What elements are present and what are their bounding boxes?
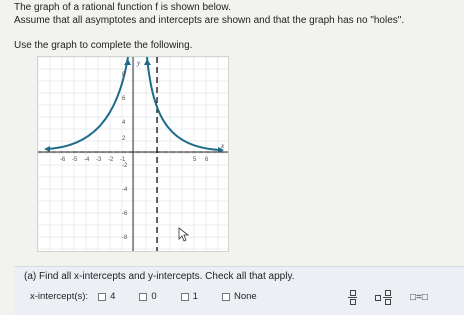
option-0[interactable]: 0 [139,291,156,302]
mixed-whole-icon [375,295,381,301]
problem-line-3: Use the graph to complete the following. [14,40,193,51]
left-arrow-icon [44,146,50,152]
problem-line-2: Assume that all asymptotes and intercepts are shown and that the graph has no "holes". [14,15,405,26]
y-tick-label: 2 [122,136,126,142]
y-tick-label: -8 [122,235,128,241]
checkbox-1[interactable] [181,293,189,301]
mixed-number-button[interactable] [375,290,392,305]
x-tick-label: -4 [84,157,90,163]
y-tick-label: 8 [122,72,126,78]
x-tick-label: -3 [96,157,102,163]
y-tick-label: -6 [122,211,128,217]
rational-function-graph [37,56,229,252]
x-tick-label: -1 [120,157,126,163]
x-intercepts-row [30,291,257,302]
x-tick-label: -5 [72,157,78,163]
option-4[interactable]: 4 [98,291,115,302]
checkbox-4[interactable] [98,293,106,301]
question-part-a: (a) Find all x-intercepts and y-intercepts. Check all that apply. [24,271,295,282]
fraction-button[interactable] [348,290,357,305]
equals-button[interactable]: □=□ [410,292,428,303]
y-axis-label: y [137,59,141,67]
option-none[interactable]: None [222,291,257,302]
mixed-fraction-icon [383,290,392,305]
fraction-icon [348,290,357,305]
y-tick-label: 4 [122,120,126,126]
x-tick-label: -2 [108,157,114,163]
y-tick-label: -4 [122,187,128,193]
x-intercepts-label: x-intercept(s): [30,291,89,302]
checkbox-0[interactable] [139,293,147,301]
checkbox-none[interactable] [222,293,230,301]
y-tick-label: 6 [122,96,126,102]
problem-line-1: The graph of a rational function f is shown below. [14,2,231,13]
x-axis-label: x [221,142,225,150]
x-tick-label: 6 [205,157,209,163]
x-tick-label: 5 [193,157,197,163]
y-tick-label: -2 [122,163,128,169]
curve-left-branch [46,57,128,149]
graph-svg [38,57,228,251]
top-right-arrow-icon [144,59,151,65]
math-toolbar [348,290,446,305]
option-1[interactable]: 1 [181,291,198,302]
top-left-arrow-icon [124,59,131,65]
x-tick-label: -6 [60,157,66,163]
mouse-cursor-icon [179,228,188,241]
